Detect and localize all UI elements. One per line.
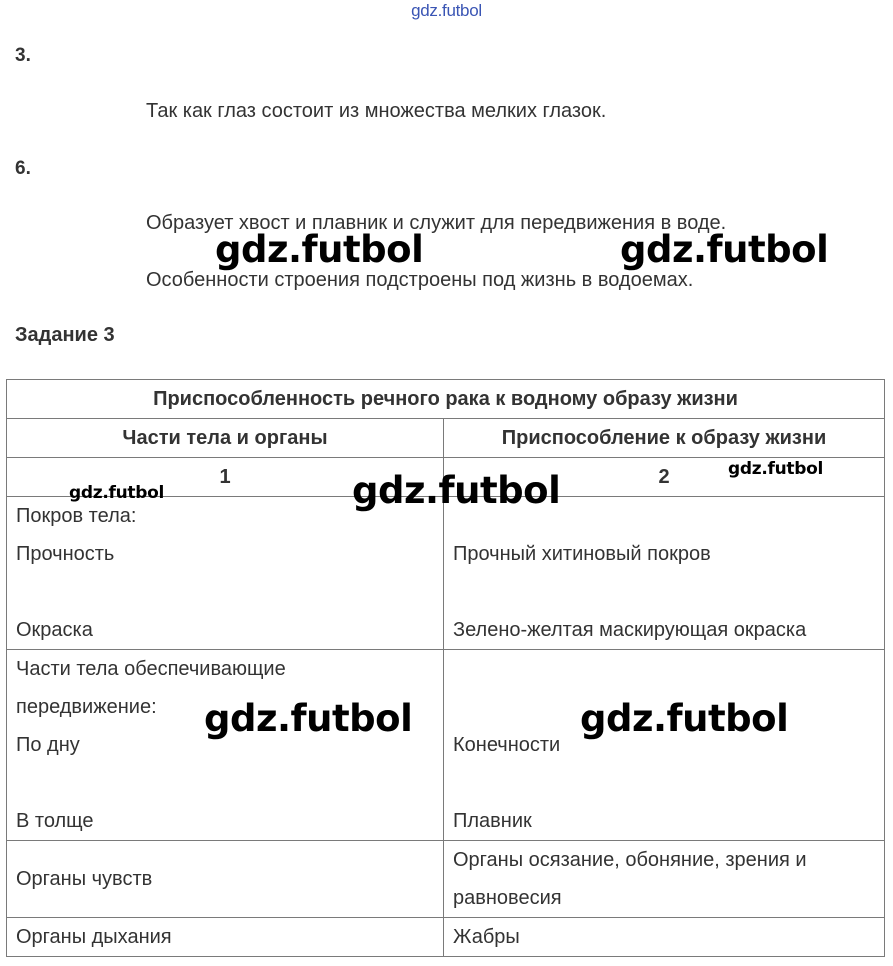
cell-line: Органы чувств <box>16 868 153 890</box>
cell-line <box>453 764 875 802</box>
cell-line: Окраска <box>16 619 93 641</box>
watermark: gdz.futbol <box>69 483 164 503</box>
cell-sense-organs <box>7 841 444 918</box>
cell-line <box>16 573 434 611</box>
cell-respiratory-organs <box>7 918 444 957</box>
cell-movement-parts <box>7 650 444 841</box>
section-3-answer: Так как глаз состоит из множества мелких глазок. <box>146 100 607 122</box>
cell-line <box>16 764 434 802</box>
task-heading: Задание 3 <box>15 324 115 346</box>
cell-line <box>453 650 875 688</box>
watermark: gdz.futbol <box>728 459 823 479</box>
cell-body-cover <box>7 497 444 650</box>
table-row <box>7 841 885 918</box>
cell-line: передвижение: <box>16 696 157 718</box>
watermark: gdz.futbol <box>620 228 829 271</box>
watermark: gdz.futbol <box>204 697 413 740</box>
table-row <box>7 918 885 957</box>
cell-line: Покров тела: <box>16 505 137 527</box>
cell-line <box>453 573 875 611</box>
table-row <box>7 650 885 841</box>
table-title: Приспособленность речного рака к водному образу жизни <box>7 380 885 419</box>
top-watermark: gdz.futbol <box>411 1 482 20</box>
watermark: gdz.futbol <box>215 228 424 271</box>
cell-movement-adaptation <box>444 650 885 841</box>
cell-line: Зелено-желтая маскирующая окраска <box>453 619 807 641</box>
cell-line: Прочность <box>16 543 115 565</box>
column-header-parts: Части тела и органы <box>7 419 444 458</box>
watermark: gdz.futbol <box>352 469 561 512</box>
cell-line: равновесия <box>453 887 562 909</box>
cell-line: По дну <box>16 734 80 756</box>
cell-sense-adaptation <box>444 841 885 918</box>
section-number-6: 6. <box>15 158 31 179</box>
table-row <box>7 497 885 650</box>
cell-line: В толще <box>16 810 94 832</box>
cell-line: Прочный хитиновый покров <box>453 543 711 565</box>
cell-body-cover-adaptation <box>444 497 885 650</box>
cell-line: Органы дыхания <box>16 926 172 948</box>
cell-line: Органы осязание, обоняние, зрения и <box>453 849 807 871</box>
cell-respiratory-adaptation <box>444 918 885 957</box>
section-6-answer-1: Образует хвост и плавник и служит для передвижения в воде. <box>146 212 727 234</box>
column-header-adaptation: Приспособление к образу жизни <box>444 419 885 458</box>
section-6-answer-2: Особенности строения подстроены под жизнь в водоемах. <box>146 269 694 291</box>
column-number-1: 1 <box>7 458 444 497</box>
section-number-3: 3. <box>15 45 31 66</box>
cell-line: Плавник <box>453 810 532 832</box>
column-number-2: 2 <box>444 458 885 497</box>
cell-line: Жабры <box>453 926 520 948</box>
cell-line: Части тела обеспечивающие <box>16 658 286 680</box>
cell-line: Конечности <box>453 734 561 756</box>
watermark: gdz.futbol <box>580 697 789 740</box>
